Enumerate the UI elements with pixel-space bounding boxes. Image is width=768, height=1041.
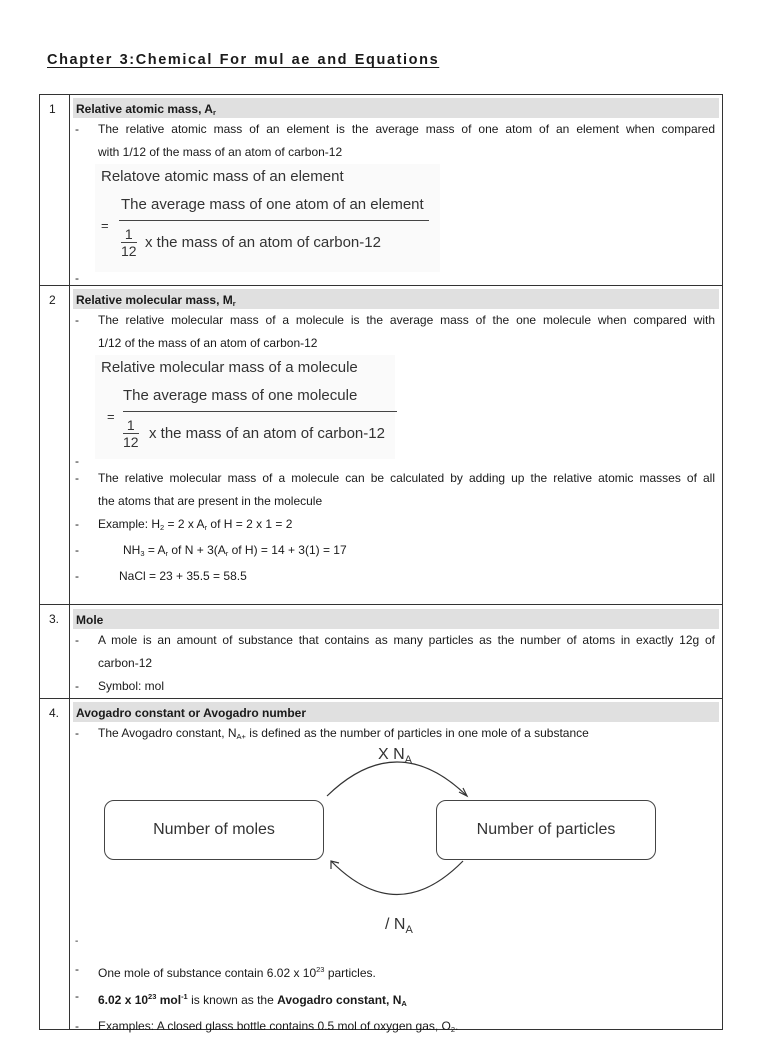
bullet-dash: - — [75, 679, 79, 693]
superscript: -1 — [181, 992, 188, 1001]
label-subscript: A — [404, 754, 413, 766]
section-heading: Mole — [73, 609, 719, 629]
equals-sign: = — [107, 409, 115, 424]
formula-denominator: x the mass of an atom of carbon-12 — [145, 234, 381, 251]
formula-label: Relative molecular mass of a molecule — [101, 359, 358, 376]
bullet-line — [73, 722, 719, 748]
fact-example — [73, 1015, 719, 1041]
text: Example: H — [98, 517, 161, 531]
bullet-dash: - — [75, 122, 79, 136]
bullet-dash: - — [75, 313, 79, 327]
subscript: A — [401, 999, 407, 1008]
subscript: r — [165, 549, 169, 558]
formula-numerator: The average mass of one molecule — [123, 387, 358, 404]
section-heading — [73, 289, 719, 309]
text: The Avogadro constant, N — [98, 726, 237, 740]
formula-denominator: x the mass of an atom of carbon-12 — [149, 425, 385, 442]
subscript: 2 — [450, 1025, 456, 1034]
bullet-line-continued: the atoms that are present in the molecule — [98, 494, 323, 508]
bullet-text: Symbol: mol — [98, 679, 165, 693]
text: is known as the — [187, 993, 278, 1007]
bullet-line — [73, 629, 719, 652]
bullet-line-continued: carbon-12 — [98, 656, 153, 670]
formula-relative-atomic-mass — [95, 164, 440, 272]
text: particles. — [324, 966, 376, 980]
heading-subscript: r — [232, 299, 236, 308]
fraction-bottom: 12 — [123, 434, 139, 450]
text: NH — [123, 543, 141, 557]
superscript: 23 — [316, 965, 325, 974]
divide-arrow — [331, 861, 463, 895]
formula-numerator: The average mass of one atom of an element — [121, 196, 424, 213]
text: 6.02 x 10 — [98, 993, 149, 1007]
text: of N + 3(A — [168, 543, 226, 557]
fact-avogadro-constant — [73, 985, 719, 1015]
bullet-line — [73, 118, 719, 141]
bullet-dash: - — [75, 962, 79, 976]
text: . — [455, 1019, 459, 1033]
bullet-dash: - — [75, 633, 79, 647]
fraction-top: 1 — [123, 417, 139, 434]
subscript: 3 — [140, 549, 145, 558]
bullet-dash: - — [75, 471, 79, 485]
bullet-text: The relative molecular mass of a molecule is the average mass of the one molecule when compared with — [98, 313, 715, 327]
section-heading: Avogadro constant or Avogadro number — [73, 702, 719, 722]
text: = A — [144, 543, 166, 557]
text: = 2 x A — [164, 517, 205, 531]
formula-label: Relatove atomic mass of an element — [101, 168, 344, 185]
one-twelfth — [123, 417, 139, 450]
label-subscript: A — [405, 924, 413, 936]
page-title: Chapter 3:Chemical For mul ae and Equations — [47, 52, 440, 68]
bullet-line — [73, 467, 719, 490]
text: One mole of substance contain 6.02 x 10 — [98, 966, 317, 980]
section-content — [70, 699, 722, 1034]
formula-relative-molecular-mass — [95, 355, 395, 459]
bullet-dash: - — [75, 1019, 79, 1033]
section-heading — [73, 98, 719, 118]
notes-table — [39, 94, 723, 1034]
particles-box: Number of particles — [436, 800, 656, 860]
one-twelfth — [121, 226, 137, 259]
bullet-line — [73, 309, 719, 332]
section-content — [70, 605, 722, 698]
example-h2 — [73, 513, 719, 539]
text: of H = 2 x 1 = 2 — [207, 517, 293, 531]
heading-subscript: r — [212, 108, 216, 117]
subscript: 2 — [160, 523, 165, 532]
example-nh3 — [73, 539, 719, 565]
bullet-dash: - — [75, 569, 79, 583]
mole-particle-diagram — [75, 746, 719, 958]
bullet-dash: - — [75, 543, 79, 557]
formula-fraction — [95, 192, 440, 272]
subscript: r — [204, 523, 208, 532]
text: is defined as the number of particles in one mole of a substance — [245, 726, 589, 740]
heading-text: Relative atomic mass, A — [76, 102, 213, 116]
bullet-text: A mole is an amount of substance that contains as many particles as the number of atoms in exactly 12g of — [98, 633, 715, 647]
moles-box: Number of moles — [104, 800, 324, 860]
text: mol — [156, 993, 182, 1007]
subscript: A+ — [236, 732, 246, 741]
bullet-dash: - — [75, 989, 79, 1003]
section-row-2 — [40, 286, 722, 605]
fraction-top: 1 — [121, 226, 137, 243]
multiply-label — [378, 746, 412, 766]
bullet-text: The relative atomic mass of an element is the average mass of one atom of an element when compared — [98, 122, 715, 136]
section-row-3 — [40, 605, 722, 699]
bullet-text: The relative molecular mass of a molecule can be calculated by adding up the relative atomic masses of all — [98, 471, 715, 485]
fraction-bar — [123, 411, 397, 412]
fraction-bottom: 12 — [121, 243, 137, 259]
section-row-4 — [40, 699, 722, 1034]
fact-one-mole — [73, 958, 719, 985]
subscript: r — [225, 549, 229, 558]
bullet-line — [73, 675, 719, 698]
formula-fraction — [95, 383, 395, 459]
label-text: / N — [385, 916, 406, 933]
section-number: 4. — [40, 699, 70, 1029]
text: Examples: A closed glass bottle contains 0.5 mol of oxygen gas, O — [98, 1019, 451, 1033]
fraction-bar — [119, 220, 429, 221]
divide-label — [385, 916, 413, 936]
section-number: 1 — [40, 95, 70, 285]
superscript: 23 — [148, 992, 157, 1001]
heading-text: Relative molecular mass, M — [76, 293, 233, 307]
bullet-dash: - — [75, 454, 79, 468]
section-number: 2 — [40, 286, 70, 604]
equals-sign: = — [101, 218, 109, 233]
example-nacl — [73, 565, 719, 588]
section-number: 3. — [40, 605, 70, 698]
bullet-dash: - — [75, 936, 79, 947]
bullet-line-continued: with 1/12 of the mass of an atom of carbon-12 — [98, 145, 343, 159]
section-row-1 — [40, 95, 722, 286]
bullet-dash: - — [75, 726, 79, 740]
text: NaCl = 23 + 35.5 = 58.5 — [119, 569, 247, 583]
section-content — [70, 286, 722, 604]
bullet-dash: - — [75, 517, 79, 531]
bullet-line-continued: 1/12 of the mass of an atom of carbon-12 — [98, 336, 318, 350]
section-content — [70, 95, 722, 285]
text: Avogadro constant, N — [277, 993, 402, 1007]
bullet-dash: - — [75, 271, 79, 285]
label-text: X N — [378, 746, 405, 763]
text: of H) = 14 + 3(1) = 17 — [228, 543, 347, 557]
multiply-arrow — [327, 762, 467, 796]
